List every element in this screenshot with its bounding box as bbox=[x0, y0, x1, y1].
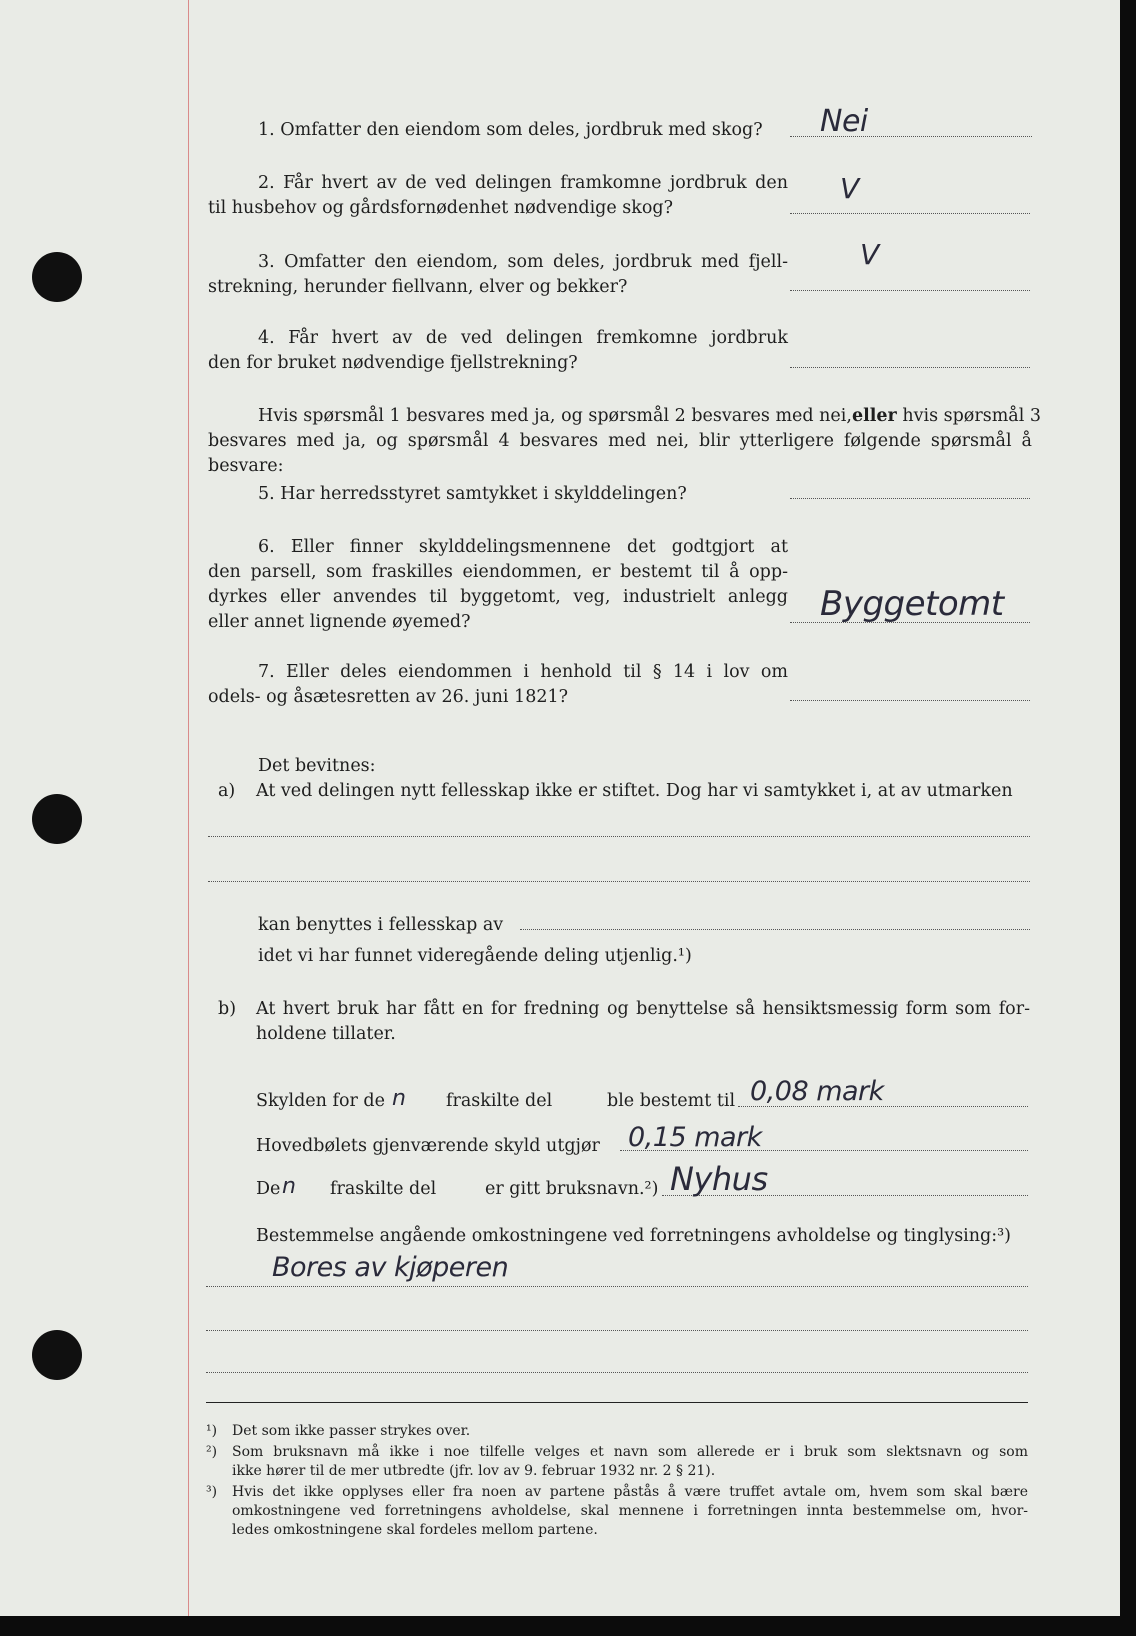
footnote-2-line-2: ikke hører til de mer utbredte (jfr. lov av 9. februar 1932 nr. 2 § 21). bbox=[232, 1463, 716, 1479]
cost-line bbox=[206, 1286, 1028, 1287]
punch-hole bbox=[32, 794, 82, 844]
footnote-1-mark: ¹) bbox=[206, 1423, 218, 1439]
question-3-line-1: 3. Omfatter den eiendom, som deles, jordbruk med fjell- bbox=[258, 252, 788, 272]
answer-line-7 bbox=[790, 700, 1030, 701]
answer-1: Nei bbox=[820, 104, 868, 139]
skyld-value: 0,08 mark bbox=[750, 1076, 884, 1107]
attest-a-marker: a) bbox=[218, 781, 236, 801]
footnote-3-line-1: Hvis det ikke opplyses eller fra noen av partene påstås å være truffet avtale om, hvem som skal bære bbox=[232, 1484, 1028, 1500]
answer-line-5 bbox=[790, 498, 1030, 499]
skyld-label-2: fraskilte del bbox=[446, 1091, 553, 1111]
answer-line-2 bbox=[790, 213, 1030, 214]
question-7-line-2: odels- og åsætesretten av 26. juni 1821? bbox=[208, 687, 568, 707]
navn-suffix: n bbox=[282, 1174, 296, 1199]
cost-label: Bestemmelse angående omkostningene ved forretningens avholdelse og tinglysing:³) bbox=[256, 1226, 1011, 1246]
answer-6: Byggetomt bbox=[820, 584, 1004, 624]
condition-text-a: Hvis spørsmål 1 besvares med ja, og spørsmål 2 besvares med nei, bbox=[258, 406, 852, 426]
question-4-line-1: 4. Får hvert av de ved delingen fremkomne jordbruk bbox=[258, 328, 788, 348]
hovedbol-value: 0,15 mark bbox=[628, 1122, 762, 1153]
cost-value: Bores av kjøperen bbox=[272, 1252, 509, 1283]
reason-text: idet vi har funnet videregående deling utjenlig.¹) bbox=[258, 946, 692, 966]
skyld-label-1: Skylden for de bbox=[256, 1091, 385, 1111]
attest-b-line-2: holdene tillater. bbox=[256, 1024, 396, 1044]
attest-a-text: At ved delingen nytt fellesskap ikke er stiftet. Dog har vi samtykket i, at av utmarken bbox=[256, 781, 1013, 801]
navn-label-3: er gitt bruksnavn.²) bbox=[485, 1179, 659, 1199]
navn-value: Nyhus bbox=[670, 1160, 768, 1198]
question-2-line-2: til husbehov og gårdsfornødenhet nødvendige skog? bbox=[208, 198, 673, 218]
footnote-1: Det som ikke passer strykes over. bbox=[232, 1423, 471, 1439]
condition-text-b: hvis spørsmål 3 bbox=[902, 406, 1042, 426]
blank-line bbox=[208, 881, 1030, 882]
skyld-label-3: ble bestemt til bbox=[607, 1091, 736, 1111]
hovedbol-label: Hovedbølets gjenværende skyld utgjør bbox=[256, 1136, 600, 1156]
question-5: 5. Har herredsstyret samtykket i skylddelingen? bbox=[258, 484, 687, 504]
question-6-line-3: dyrkes eller anvendes til byggetomt, veg, industrielt anlegg bbox=[208, 587, 788, 607]
blank-line bbox=[208, 836, 1030, 837]
question-2-line-1: 2. Får hvert av de ved delingen framkomne jordbruk den bbox=[258, 173, 788, 193]
question-6-line-4: eller annet lignende øyemed? bbox=[208, 612, 471, 632]
punch-hole bbox=[32, 1330, 82, 1380]
question-6-line-2: den parsell, som fraskilles eiendommen, er bestemt til å opp- bbox=[208, 562, 788, 582]
condition-line-2: besvares med ja, og spørsmål 4 besvares med nei, blir ytterligere følgende spørsmål å besvare: bbox=[208, 431, 1032, 476]
skyld-suffix: n bbox=[392, 1086, 406, 1111]
footnote-3-mark: ³) bbox=[206, 1484, 218, 1500]
common-use-label: kan benyttes i fellesskap av bbox=[258, 915, 504, 935]
margin-line bbox=[188, 0, 189, 1616]
condition-line-1 bbox=[258, 404, 1042, 429]
answer-line-3 bbox=[790, 290, 1030, 291]
cost-line bbox=[206, 1372, 1028, 1373]
attest-heading: Det bevitnes: bbox=[258, 756, 376, 776]
footnote-2-line-1: Som bruksnavn må ikke i noe tilfelle velges et navn som allerede er i bruk som slektsnavn og som bbox=[232, 1444, 1028, 1460]
navn-label-2: fraskilte del bbox=[330, 1179, 437, 1199]
navn-label-1: De bbox=[256, 1179, 281, 1199]
cost-line bbox=[206, 1330, 1028, 1331]
condition-emphasis: eller bbox=[851, 406, 897, 426]
question-4-line-2: den for bruket nødvendige fjellstrekning? bbox=[208, 353, 578, 373]
attest-b-marker: b) bbox=[218, 999, 237, 1019]
answer-line-4 bbox=[790, 367, 1030, 368]
question-7-line-1: 7. Eller deles eiendommen i henhold til § 14 i lov om bbox=[258, 662, 788, 682]
question-6-line-1: 6. Eller finner skylddelingsmennene det godtgjort at bbox=[258, 537, 788, 557]
punch-hole bbox=[32, 252, 82, 302]
answer-3: V bbox=[860, 238, 879, 271]
attest-b-line-1: At hvert bruk har fått en for fredning og benyttelse så hensiktsmessig form som for- bbox=[256, 999, 1030, 1019]
footnote-2-mark: ²) bbox=[206, 1444, 218, 1460]
question-3-line-2: strekning, herunder fiellvann, elver og bekker? bbox=[208, 277, 628, 297]
footnote-separator bbox=[206, 1402, 1028, 1403]
footnote-3-line-2: omkostningene ved forretningens avholdelse, skal mennene i forretningen innta bestemmelse om, hvor- bbox=[232, 1503, 1028, 1519]
common-use-line bbox=[520, 929, 1030, 930]
footnote-3-line-3: ledes omkostningene skal fordeles mellom partene. bbox=[232, 1522, 598, 1538]
question-1: 1. Omfatter den eiendom som deles, jordbruk med skog? bbox=[258, 120, 763, 140]
answer-2: V bbox=[840, 172, 859, 205]
